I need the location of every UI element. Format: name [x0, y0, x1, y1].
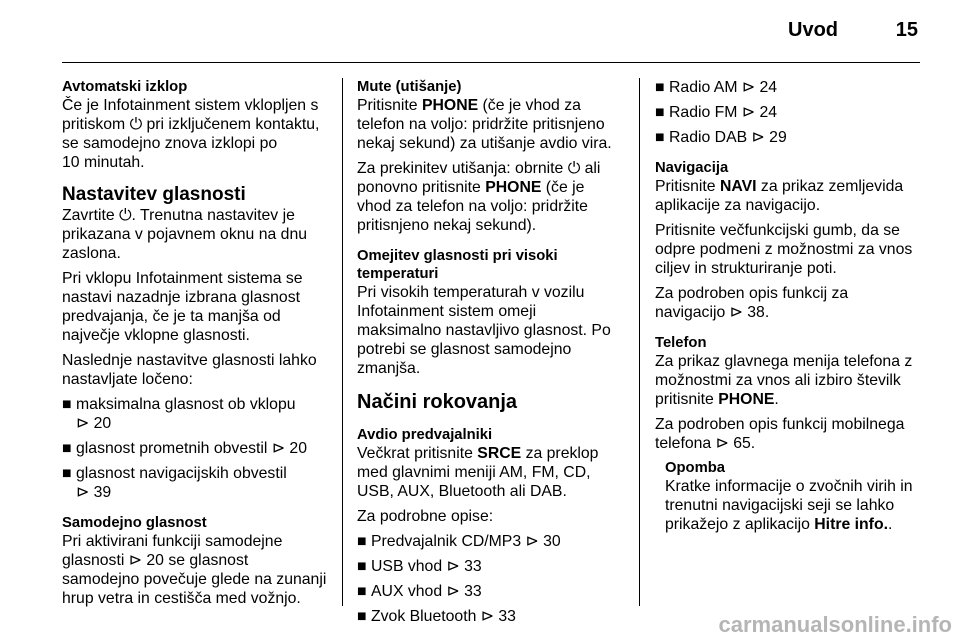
list-item: ■ Zvok Bluetooth ⊳ 33: [357, 608, 516, 625]
volume-settings-list: [62, 395, 332, 502]
column-3: [655, 78, 925, 534]
section-heading-audio-players: Avdio predvajalniki: [357, 427, 493, 443]
section-heading-auto-off: Avtomatski izklop: [62, 79, 188, 95]
bullet-square-icon: ■: [655, 129, 665, 146]
paragraph-volume-1: Zavrtite ⏻. Trenutna nastavitev je prikazana v pojavnem oknu na dnu zaslona.: [62, 207, 308, 262]
list-item: ■ maksimalna glasnost ob vklopu ⊳ 20: [62, 395, 332, 433]
bullet-square-icon: ■: [62, 440, 72, 457]
column-divider: [342, 78, 343, 606]
list-item: ■ Predvajalnik CD/MP3 ⊳ 30: [357, 533, 561, 550]
list-item: ■ Radio DAB ⊳ 29: [655, 129, 787, 146]
watermark: carmanualsonline.info: [718, 612, 952, 637]
page-reference-link[interactable]: ⊳ 33: [480, 608, 516, 625]
button-name-navi: NAVI: [719, 178, 757, 195]
page-reference-link[interactable]: ⊳ 29: [751, 129, 787, 146]
column-1: [62, 78, 332, 608]
bullet-square-icon: ■: [357, 583, 367, 600]
page-reference-link[interactable]: ⊳ 24: [741, 104, 778, 121]
section-heading-volume: Nastavitev glasnosti: [62, 184, 246, 205]
note-heading: Opomba: [665, 460, 726, 476]
paragraph-audio-players: Večkrat pritisnite SRCE za preklop med glavnimi meniji AM, FM, CD, USB, AUX, Bluetooth ali DAB.: [357, 445, 599, 500]
list-item: ■ glasnost navigacijskih obvestil ⊳ 39: [62, 464, 332, 502]
page-reference-link[interactable]: ⊳ 33: [446, 558, 482, 575]
bullet-square-icon: ■: [62, 396, 72, 413]
paragraph-descriptions: Za podrobne opise:: [357, 508, 494, 525]
page-header: [62, 0, 920, 63]
bullet-square-icon: ■: [357, 608, 367, 625]
section-heading-mute: Mute (utišanje): [357, 79, 462, 95]
page-reference-link[interactable]: ⊳ 33: [446, 583, 482, 600]
section-heading-auto-volume: Samodejno glasnost: [62, 515, 207, 531]
list-item: ■ Radio FM ⊳ 24: [655, 104, 778, 121]
page-reference-link[interactable]: ⊳ 20: [271, 440, 308, 457]
paragraph-volume-3: Naslednje nastavitve glasnosti lahko nastavljate ločeno:: [62, 352, 317, 388]
page-title: Uvod: [788, 19, 838, 41]
button-name-phone: PHONE: [421, 97, 479, 114]
paragraph-volume-limit: Pri visokih temperaturah v vozilu Infotainment sistem omeji maksimalno nastavljivo glasnost. Po potrebi se glasnost samodejno zmanjša.: [357, 284, 611, 377]
paragraph-auto-volume: Pri aktivirani funkciji samodejne glasnosti ⊳ 20 se glasnost samodejno povečuje glede na zunanji hrup vetra in cestišča med vožnjo.: [62, 533, 327, 607]
paragraph-navigation-3: Za podroben opis funkcij za navigacijo ⊳ 38.: [655, 285, 849, 321]
button-name-phone: PHONE: [485, 179, 542, 196]
bullet-square-icon: ■: [357, 533, 367, 550]
section-heading-phone: Telefon: [655, 335, 707, 351]
paragraph-phone-2: Za podroben opis funkcij mobilnega telefona ⊳ 65.: [655, 416, 905, 452]
paragraph-navigation-2: Pritisnite večfunkcijski gumb, da se odpre podmeni z možnostmi za vnos ciljev in strukturiranje poti.: [655, 222, 913, 277]
list-item: ■ USB vhod ⊳ 33: [357, 558, 482, 575]
page-reference-link[interactable]: ⊳ 39: [76, 484, 112, 501]
audio-sources-list: [357, 532, 627, 626]
section-heading-volume-limit: Omejitev glasnosti pri visoki temperaturi: [357, 248, 558, 282]
paragraph-phone-1: Za prikaz glavnega menija telefona z možnostmi za vnos ali izbiro številk pritisnite PHONE.: [655, 353, 913, 408]
page-reference-link[interactable]: ⊳ 20: [76, 415, 112, 432]
bullet-square-icon: ■: [62, 465, 72, 482]
paragraph-mute-2: Za prekinitev utišanja: obrnite ⏻ ali ponovno pritisnite PHONE (če je vhod za telefon na voljo: pridržite pritisnjeno nekaj sekund).: [357, 160, 601, 234]
button-name-phone: PHONE: [718, 391, 775, 408]
column-divider: [639, 78, 640, 606]
paragraph-navigation-1: Pritisnite NAVI za prikaz zemljevida aplikacije za navigacijo.: [655, 178, 904, 214]
bullet-square-icon: ■: [357, 558, 367, 575]
bullet-square-icon: ■: [655, 104, 665, 121]
note-text: Kratke informacije o zvočnih virih in trenutni navigacijski seji se lahko prikažejo z aplikacijo Hitre info..: [665, 478, 913, 533]
column-2: [357, 78, 627, 632]
section-heading-navigation: Navigacija: [655, 160, 729, 176]
list-item: ■ AUX vhod ⊳ 33: [357, 583, 482, 600]
button-name-srce: SRCE: [477, 445, 522, 462]
paragraph-auto-off: Če je Infotainment sistem vklopljen s pritiskom ⏻ pri izključenem kontaktu, se samodejno znova izklopi po 10 minutah.: [62, 97, 320, 171]
section-heading-operation: Načini rokovanja: [357, 391, 518, 413]
page-reference-link[interactable]: ⊳ 24: [741, 79, 778, 96]
note-block: [655, 459, 925, 534]
list-item: ■ Radio AM ⊳ 24: [655, 79, 778, 96]
bullet-square-icon: ■: [655, 79, 665, 96]
paragraph-volume-2: Pri vklopu Infotainment sistema se nastavi nazadnje izbrana glasnost predvajanja, če je ta manjša od največje vklopne glasnosti.: [62, 270, 303, 344]
list-item: ■ glasnost prometnih obvestil ⊳ 20: [62, 440, 308, 457]
app-name-hitre-info: Hitre info.: [814, 516, 888, 533]
page-number: 15: [895, 19, 918, 41]
page-reference-link[interactable]: ⊳ 30: [525, 533, 561, 550]
radio-sources-list: [655, 78, 925, 147]
paragraph-mute-1: Pritisnite PHONE (če je vhod za telefon na voljo: pridržite pritisnjeno nekaj sekund) za utišanje avdio vira.: [357, 97, 612, 152]
